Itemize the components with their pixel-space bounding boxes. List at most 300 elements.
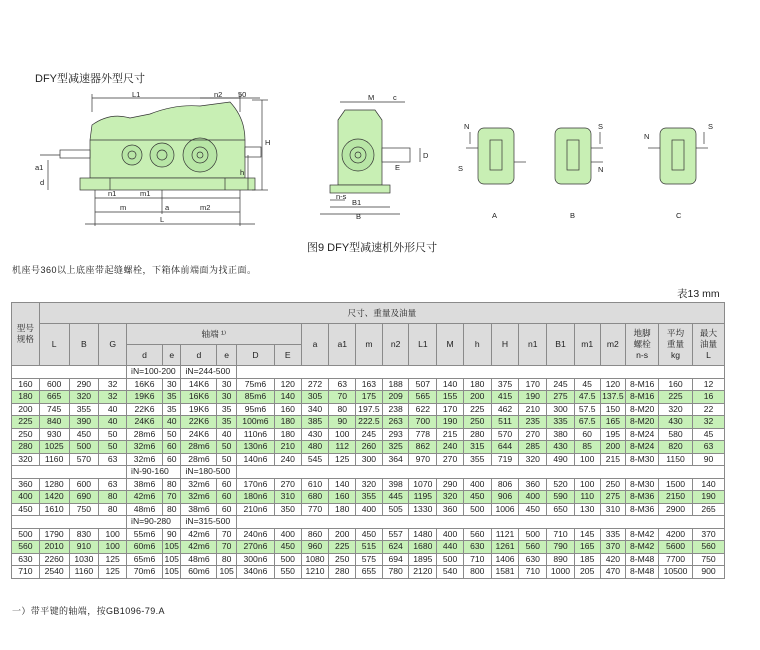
table-cell: 8-M30 [626, 453, 659, 466]
col-a1: a1 [329, 324, 356, 366]
table-cell: 240 [274, 453, 301, 466]
table-cell: 450 [519, 503, 547, 516]
table-cell: 80 [217, 553, 237, 566]
table-cell: 900 [692, 566, 724, 579]
ratio-range-2: iN=315-500 [181, 516, 236, 529]
table-cell: 450 [274, 541, 301, 554]
label-L: L [160, 215, 165, 224]
table-cell: 440 [437, 541, 464, 554]
table-cell: 545 [301, 453, 329, 466]
table-cell: 35 [162, 403, 180, 416]
table-cell: 70 [329, 391, 356, 404]
table-cell: 370 [600, 541, 626, 554]
table-cell: 1406 [491, 553, 519, 566]
table-cell: 2540 [39, 566, 69, 579]
table-cell: 1680 [409, 541, 437, 554]
table-cell: 430 [659, 416, 693, 429]
table-cell: 40 [99, 403, 127, 416]
table-cell: 355 [463, 453, 491, 466]
table-cell: 364 [382, 453, 409, 466]
col-H: H [491, 324, 519, 366]
table-cell: 320 [69, 391, 99, 404]
table-cell: 100m6 [236, 416, 274, 429]
table-cell: 60 [217, 503, 237, 516]
table-cell: 420 [600, 553, 626, 566]
blank-cell [12, 366, 127, 379]
table-cell: 1280 [39, 478, 69, 491]
table-cell: 80 [99, 503, 127, 516]
table-cell: 630 [519, 553, 547, 566]
table-cell: 860 [301, 528, 329, 541]
table-cell: 110 [574, 491, 600, 504]
table-cell: 160 [274, 403, 301, 416]
col-E: E [274, 345, 301, 366]
col-e2: e [217, 345, 237, 366]
col-model: 型号 规格 [12, 303, 40, 366]
table-cell: 275 [547, 391, 575, 404]
label-N-a: N [464, 122, 470, 131]
table-cell: 100 [329, 428, 356, 441]
table-cell: 350 [274, 503, 301, 516]
table-cell: 67.5 [574, 416, 600, 429]
table-cell: 450 [356, 528, 383, 541]
table-cell: 340 [301, 403, 329, 416]
table-cell: 50 [99, 428, 127, 441]
table-cell: 500 [12, 528, 40, 541]
table-cell: 400 [463, 478, 491, 491]
table-cell: 430 [301, 428, 329, 441]
label-M: M [368, 93, 375, 102]
table-cell: 624 [382, 541, 409, 554]
table-cell: 60 [574, 428, 600, 441]
table-cell: 8-M16 [626, 391, 659, 404]
table-cell: 820 [659, 441, 693, 454]
table-row [12, 553, 725, 566]
table-cell: 1420 [39, 491, 69, 504]
table-cell: 185 [574, 553, 600, 566]
table-cell: 100 [574, 453, 600, 466]
table-cell: 745 [39, 403, 69, 416]
table-cell: 195 [600, 428, 626, 441]
label-B1: B1 [352, 198, 362, 207]
table-cell: 250 [12, 428, 40, 441]
table-cell: 137.5 [600, 391, 626, 404]
table-cell: 222.5 [356, 416, 383, 429]
col-B1: B1 [547, 324, 575, 366]
ratio-range-2: iN=244-500 [181, 366, 236, 379]
table-cell: 500 [463, 503, 491, 516]
table-cell: 630 [463, 541, 491, 554]
table-cell: 790 [547, 541, 575, 554]
table-cell: 8-M48 [626, 553, 659, 566]
table-cell: 85 [574, 441, 600, 454]
table-cell: 1150 [659, 453, 693, 466]
table-cell: 32m6 [127, 441, 163, 454]
col-m2: m2 [600, 324, 626, 366]
table-cell: 1080 [301, 553, 329, 566]
table-row [12, 566, 725, 579]
table-cell: 60 [217, 478, 237, 491]
table-cell: 600 [39, 378, 69, 391]
table-cell: 188 [382, 378, 409, 391]
label-B: B [356, 212, 362, 221]
table-cell: 1070 [409, 478, 437, 491]
table-cell: 511 [491, 416, 519, 429]
table-cell: 480 [301, 441, 329, 454]
table-cell: 415 [491, 391, 519, 404]
table-cell: 830 [69, 528, 99, 541]
table-cell: 24K6 [127, 416, 163, 429]
table-row [12, 391, 725, 404]
table-cell: 265 [692, 503, 724, 516]
table-cell: 160 [12, 378, 40, 391]
table-cell: 35 [217, 403, 237, 416]
table-cell: 806 [491, 478, 519, 491]
caption-C: C [676, 211, 682, 220]
table-cell: 360 [12, 478, 40, 491]
table-cell: 285 [519, 441, 547, 454]
blank-cell [236, 466, 724, 479]
table-cell: 260 [356, 441, 383, 454]
table-cell: 95m6 [236, 403, 274, 416]
table-cell: 280 [329, 566, 356, 579]
label-D: D [423, 151, 429, 160]
col-n2: n2 [382, 324, 409, 366]
col-m1: m1 [574, 324, 600, 366]
table-cell: 238 [382, 403, 409, 416]
table-cell: 1195 [409, 491, 437, 504]
label-N-b: N [598, 165, 604, 174]
table-cell: 550 [274, 566, 301, 579]
table-cell: 22K6 [127, 403, 163, 416]
table-cell: 50 [217, 441, 237, 454]
table-cell: 300n6 [236, 553, 274, 566]
table-cell: 100 [99, 528, 127, 541]
table-cell: 1000 [547, 566, 575, 579]
dimension-table [11, 302, 725, 579]
table-cell: 125 [99, 566, 127, 579]
table-cell: 719 [491, 453, 519, 466]
table-cell: 105 [162, 541, 180, 554]
table-cell: 1160 [69, 566, 99, 579]
table-cell: 2260 [39, 553, 69, 566]
table-cell: 45 [692, 428, 724, 441]
table-cell: 310 [274, 491, 301, 504]
table-cell: 16 [692, 391, 724, 404]
table-cell: 490 [547, 453, 575, 466]
table-cell: 400 [437, 528, 464, 541]
table-cell: 65m6 [127, 553, 163, 566]
table-cell: 240 [437, 441, 464, 454]
table-cell: 140 [437, 378, 464, 391]
col-G: G [99, 324, 127, 366]
table-cell: 170 [519, 378, 547, 391]
table-cell: 165 [600, 416, 626, 429]
table-cell: 32m6 [127, 453, 163, 466]
ratio-range-1: iN=90-280 [127, 516, 181, 529]
ratio-subheader-row [12, 366, 725, 379]
ratio-subheader-row [12, 516, 725, 529]
table-cell: 450 [12, 503, 40, 516]
ratio-subheader-row [12, 466, 725, 479]
drawing-title: DFY型减速器外型尺寸 [35, 73, 145, 85]
table-cell: 890 [547, 553, 575, 566]
header-shaft: 轴端 ¹⁾ [127, 324, 302, 345]
table-cell: 105 [162, 553, 180, 566]
table-cell: 63 [99, 478, 127, 491]
table-cell: 930 [39, 428, 69, 441]
table-cell: 8-M36 [626, 491, 659, 504]
table-cell: 355 [356, 491, 383, 504]
table-cell: 140 [274, 391, 301, 404]
table-cell: 7700 [659, 553, 693, 566]
table-cell: 2900 [659, 503, 693, 516]
col-B: B [69, 324, 99, 366]
table-cell: 160 [329, 491, 356, 504]
table-cell: 665 [39, 391, 69, 404]
table-cell: 12 [692, 378, 724, 391]
table-cell: 470 [600, 566, 626, 579]
table-number: 表13 mm [677, 288, 720, 300]
table-row [12, 428, 725, 441]
table-cell: 710 [463, 553, 491, 566]
table-cell: 250 [600, 478, 626, 491]
table-cell: 906 [491, 491, 519, 504]
config-b [555, 128, 603, 184]
table-cell: 385 [301, 416, 329, 429]
table-cell: 215 [437, 428, 464, 441]
table-cell: 557 [382, 528, 409, 541]
table-cell: 16K6 [181, 391, 217, 404]
table-body [12, 366, 725, 579]
label-50: 50 [238, 90, 247, 99]
table-cell: 210n6 [236, 503, 274, 516]
table-cell: 50 [99, 441, 127, 454]
table-cell: 145 [574, 528, 600, 541]
table-cell: 47.5 [574, 391, 600, 404]
table-cell: 245 [547, 378, 575, 391]
table-cell: 8-M24 [626, 428, 659, 441]
table-cell: 70 [162, 491, 180, 504]
table-cell: 200 [329, 528, 356, 541]
table-cell: 210 [519, 403, 547, 416]
table-cell: 90 [692, 453, 724, 466]
caption-A: A [492, 211, 498, 220]
table-cell: 180 [12, 391, 40, 404]
table-cell: 42m6 [127, 491, 163, 504]
label-c: c [393, 93, 397, 102]
front-view [40, 94, 271, 226]
table-cell: 48m6 [181, 553, 217, 566]
table-cell: 1581 [491, 566, 519, 579]
col-oil: 最大 油量 L [692, 324, 724, 366]
table-cell: 70m6 [127, 566, 163, 579]
table-cell: 1025 [39, 441, 69, 454]
table-cell: 30 [217, 391, 237, 404]
table-cell: 305 [301, 391, 329, 404]
table-cell: 570 [491, 428, 519, 441]
table-cell: 70 [217, 541, 237, 554]
table-cell: 42m6 [181, 541, 217, 554]
table-row [12, 491, 725, 504]
table-cell: 590 [547, 491, 575, 504]
col-n1: n1 [519, 324, 547, 366]
table-cell: 215 [600, 453, 626, 466]
table-cell: 200 [600, 441, 626, 454]
table-cell: 32 [99, 378, 127, 391]
table-cell: 610 [301, 478, 329, 491]
col-L: L [39, 324, 69, 366]
table-cell: 400 [356, 503, 383, 516]
table-cell: 507 [409, 378, 437, 391]
table-cell: 10500 [659, 566, 693, 579]
label-S-c: S [708, 122, 714, 131]
table-cell: 360 [437, 503, 464, 516]
table-cell: 170 [437, 403, 464, 416]
table-row [12, 416, 725, 429]
col-d1: d [127, 345, 163, 366]
table-cell: 8-M24 [626, 441, 659, 454]
table-cell: 100 [574, 478, 600, 491]
blank-cell [12, 466, 127, 479]
table-cell: 750 [692, 553, 724, 566]
table-cell: 190 [437, 416, 464, 429]
table-row [12, 453, 725, 466]
table-cell: 380 [547, 428, 575, 441]
table-cell: 690 [69, 491, 99, 504]
table-cell: 320 [659, 403, 693, 416]
table-cell: 40 [162, 416, 180, 429]
table-cell: 400 [519, 491, 547, 504]
table-row [12, 528, 725, 541]
table-cell: 50 [162, 428, 180, 441]
table-row [12, 503, 725, 516]
table-cell: 400 [274, 528, 301, 541]
table-cell: 300 [547, 403, 575, 416]
table-cell: 38m6 [181, 503, 217, 516]
label-a: a [165, 203, 170, 212]
label-n2: n2 [214, 90, 223, 99]
table-cell: 32m6 [181, 491, 217, 504]
table-cell: 500 [437, 553, 464, 566]
table-cell: 205 [574, 566, 600, 579]
table-cell: 355 [69, 403, 99, 416]
table-cell: 125 [99, 553, 127, 566]
table-cell: 840 [39, 416, 69, 429]
table-cell: 575 [356, 553, 383, 566]
table-cell: 500 [519, 528, 547, 541]
table-cell: 520 [547, 478, 575, 491]
footnote: 一）带平键的轴端，按GB1096-79.A [12, 606, 165, 616]
table-cell: 140n6 [236, 453, 274, 466]
table-cell: 30 [217, 378, 237, 391]
table-cell: 710 [519, 566, 547, 579]
table-cell: 1160 [39, 453, 69, 466]
table-cell: 40 [217, 428, 237, 441]
table-cell: 35 [217, 416, 237, 429]
table-cell: 650 [547, 503, 575, 516]
table-cell: 398 [382, 478, 409, 491]
table-cell: 780 [382, 566, 409, 579]
table-cell: 310 [600, 503, 626, 516]
table-cell: 462 [491, 403, 519, 416]
table-cell: 16K6 [127, 378, 163, 391]
label-L1: L1 [132, 90, 141, 99]
table-cell: 694 [382, 553, 409, 566]
table-cell: 290 [69, 378, 99, 391]
table-cell: 1261 [491, 541, 519, 554]
table-cell: 40 [99, 416, 127, 429]
table-cell: 165 [574, 541, 600, 554]
table-cell: 55m6 [127, 528, 163, 541]
table-cell: 540 [437, 566, 464, 579]
table-cell: 370 [692, 528, 724, 541]
table-cell: 400 [12, 491, 40, 504]
table-cell: 180 [329, 503, 356, 516]
table-cell: 32m6 [181, 478, 217, 491]
label-h: h [240, 168, 245, 177]
table-cell: 710 [12, 566, 40, 579]
blank-cell [236, 516, 724, 529]
table-cell: 750 [69, 503, 99, 516]
reducer-outline-drawing [0, 80, 760, 238]
side-view [320, 102, 420, 214]
table-cell: 2120 [409, 566, 437, 579]
label-S-a: S [458, 164, 464, 173]
install-note: 机座号360以上底座带起缝螺栓，下箱体前端面为找正面。 [12, 265, 257, 275]
table-cell: 210 [274, 441, 301, 454]
table-cell: 710 [547, 528, 575, 541]
table-cell: 862 [409, 441, 437, 454]
table-cell: 445 [382, 491, 409, 504]
col-h: h [463, 324, 491, 366]
col-d2: d [181, 345, 217, 366]
table-cell: 8-M42 [626, 541, 659, 554]
table-cell: 190 [519, 391, 547, 404]
table-cell: 280 [463, 428, 491, 441]
table-cell: 275 [600, 491, 626, 504]
table-cell: 644 [491, 441, 519, 454]
table-cell: 680 [301, 491, 329, 504]
table-cell: 8-M36 [626, 503, 659, 516]
table-cell: 180 [274, 416, 301, 429]
table-cell: 515 [356, 541, 383, 554]
table-cell: 45 [574, 378, 600, 391]
table-cell: 209 [382, 391, 409, 404]
table-cell: 5600 [659, 541, 693, 554]
table-cell: 450 [69, 428, 99, 441]
table-cell: 163 [356, 378, 383, 391]
table-cell: 293 [382, 428, 409, 441]
table-cell: 2010 [39, 541, 69, 554]
table-cell: 570 [69, 453, 99, 466]
table-cell: 155 [437, 391, 464, 404]
table-cell: 560 [692, 541, 724, 554]
table-row [12, 478, 725, 491]
table-cell: 28m6 [181, 453, 217, 466]
table-cell: 263 [382, 416, 409, 429]
table-cell: 270 [274, 478, 301, 491]
table-cell: 1006 [491, 503, 519, 516]
table-cell: 340n6 [236, 566, 274, 579]
table-cell: 112 [329, 441, 356, 454]
table-cell: 280 [12, 441, 40, 454]
label-ns: n-s [336, 192, 347, 201]
table-cell: 700 [409, 416, 437, 429]
table-cell: 225 [659, 391, 693, 404]
table-row [12, 378, 725, 391]
table-cell: 270 [519, 428, 547, 441]
